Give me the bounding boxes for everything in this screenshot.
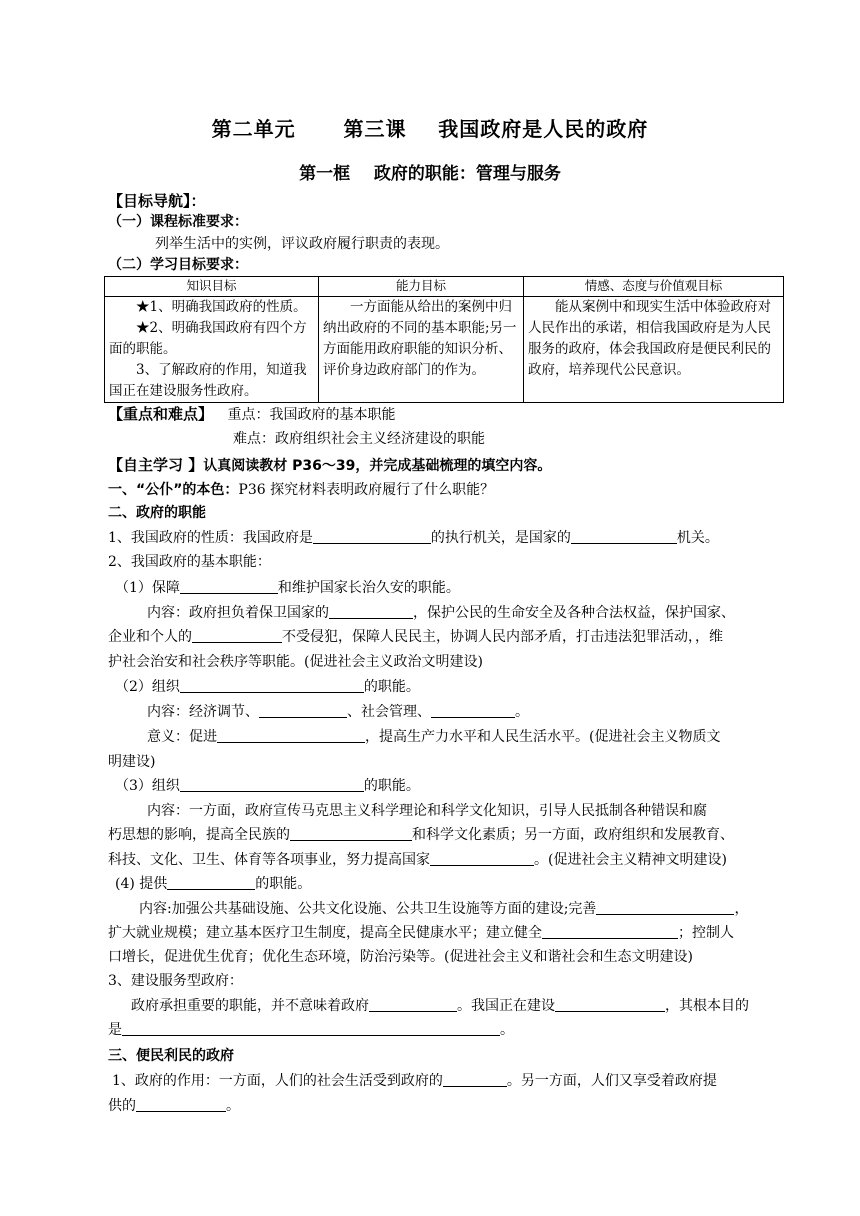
text: 政府承担重要的职能，并不意味着政府 bbox=[131, 998, 369, 1014]
text: 的职能。 bbox=[363, 679, 420, 695]
text: ；控制人 bbox=[678, 925, 734, 941]
text: 。 bbox=[226, 1098, 240, 1114]
learning-goals-heading: （二）学习目标要求： bbox=[108, 257, 248, 273]
function-3-line bbox=[115, 776, 420, 796]
curriculum-heading: （一）课程标准要求： bbox=[108, 214, 248, 230]
fill-blank[interactable] bbox=[180, 777, 364, 792]
text: 企业和个人的 bbox=[108, 629, 192, 645]
self-study-label: 【自主学习 】 bbox=[108, 456, 204, 474]
function-1-line bbox=[115, 578, 460, 598]
basic-functions-heading: 2、我国政府的基本职能： bbox=[108, 554, 271, 570]
fill-blank[interactable] bbox=[290, 826, 412, 841]
text: 机关。 bbox=[676, 530, 719, 546]
key-points-line bbox=[108, 404, 395, 425]
curriculum-text: 列举生活中的实例，评议政府履行职责的表现。 bbox=[155, 236, 449, 252]
text: 意义：促进 bbox=[147, 729, 217, 745]
gov-role-line-2 bbox=[108, 1096, 240, 1116]
knowledge-goal-item: 3、了解政府的作用，知道我国正在建设服务性政府。 bbox=[109, 362, 307, 399]
text: 。 bbox=[515, 704, 529, 720]
text: 和科学文化素质；另一方面，政府组织和发展教育、 bbox=[412, 827, 734, 843]
text: 扩大就业规模；建立基本医疗卫生制度，提高全民健康水平；建立健全 bbox=[108, 925, 542, 941]
difficult-point-text: 难点：政府组织社会主义经济建设的职能 bbox=[233, 431, 485, 447]
text: 的执行机关，是国家的 bbox=[430, 530, 571, 546]
fill-blank[interactable] bbox=[329, 604, 413, 619]
fill-blank[interactable] bbox=[180, 579, 278, 594]
function-3-content: 内容：一方面，政府宣传马克思主义科学理论和科学文化知识，引导人民抵制各种错误和腐 bbox=[147, 803, 707, 819]
key-points-label: 【重点和难点】 bbox=[108, 405, 214, 423]
fill-blank[interactable] bbox=[430, 851, 534, 866]
text: (4) 提供 bbox=[115, 876, 168, 892]
text: 1、政府的作用：一方面，人们的社会生活受到政府的 bbox=[112, 1073, 443, 1089]
text: 1、我国政府的性质：我国政府是 bbox=[108, 530, 313, 546]
function-4-content bbox=[139, 899, 748, 919]
function-1-content-2 bbox=[108, 627, 723, 647]
function-4-content-3: 口增长，促进优生优育；优化生态环境，防治污染等。(促进社会主义和谐社会和生态文明建设) bbox=[108, 949, 693, 965]
key-point-text: 重点：我国政府的基本职能 bbox=[227, 407, 396, 423]
text: ，提高生产力水平和人民生活水平。(促进社会主义物质文 bbox=[365, 729, 721, 745]
function-2-line bbox=[115, 677, 420, 697]
fill-blank[interactable] bbox=[443, 1072, 507, 1087]
text: 内容：经济调节、 bbox=[147, 704, 259, 720]
text: ，其根本目的 bbox=[665, 998, 749, 1014]
fill-blank[interactable] bbox=[431, 703, 515, 718]
text: 。 bbox=[500, 1022, 514, 1038]
text: ， bbox=[734, 901, 749, 917]
function-4-line bbox=[115, 874, 311, 894]
function-1-content bbox=[147, 603, 735, 623]
text: 的职能。 bbox=[255, 876, 312, 892]
function-1-content-3: 护社会治安和社会秩序等职能。(促进社会主义政治文明建设) bbox=[108, 654, 483, 670]
text: 科技、文化、卫生、体育等各项事业，努力提高国家 bbox=[108, 852, 430, 868]
knowledge-goal-item: ★2、明确我国政府有四个方面的职能。 bbox=[109, 320, 307, 357]
text: 。另一方面，人们又享受着政府提 bbox=[506, 1073, 717, 1089]
fill-blank[interactable] bbox=[167, 875, 255, 890]
function-2-content bbox=[147, 702, 529, 722]
text: 、社会管理、 bbox=[347, 704, 431, 720]
fill-blank[interactable] bbox=[217, 728, 365, 743]
text: ，保护公民的生命安全及各种合法权益，保护国家、 bbox=[413, 605, 735, 621]
function-3-content-3 bbox=[108, 850, 727, 870]
text: 。(促进社会主义精神文明建设) bbox=[534, 852, 727, 868]
attitude-goal-text: 能从案例中和现实生活中体验政府对人民作出的承诺，相信我国政府是为人民服务的政府，体会我国政府是便民利民的政府，培养现代公民意识。 bbox=[528, 299, 771, 378]
section-title: 第一框 政府的职能：管理与服务 bbox=[299, 164, 561, 184]
text: 内容:加强公共基础设施、公共文化设施、公共卫生设施等方面的建设;完善 bbox=[139, 901, 597, 917]
self-study-line bbox=[108, 455, 551, 476]
unit-lesson-title: 第二单元 第三课 我国政府是人民的政府 bbox=[211, 117, 649, 141]
text: （3）组织 bbox=[115, 778, 180, 794]
text: 朽思想的影响，提高全民族的 bbox=[108, 827, 290, 843]
ability-goal-text: 一方面能从给出的案例中归纳出政府的不同的基本职能;另一方面能用政府职能的知识分析、评价身边政府部门的作为。 bbox=[323, 299, 517, 378]
fill-blank[interactable] bbox=[571, 529, 677, 544]
section-one-heading: 一、“公仆”的本色： bbox=[108, 482, 239, 498]
text: 。我国正在建设 bbox=[457, 998, 555, 1014]
ability-goals-cell bbox=[319, 297, 524, 403]
function-3-content-2 bbox=[108, 825, 734, 845]
text: 供的 bbox=[108, 1098, 136, 1114]
text: 内容：政府担负着保卫国家的 bbox=[147, 605, 329, 621]
fill-blank[interactable] bbox=[122, 1021, 500, 1036]
function-4-content-2 bbox=[108, 923, 734, 943]
function-2-meaning bbox=[147, 727, 720, 747]
knowledge-goals-cell bbox=[105, 297, 319, 403]
column-header: 知识目标 bbox=[105, 277, 319, 297]
text: 是 bbox=[108, 1022, 122, 1038]
fill-blank[interactable] bbox=[192, 628, 282, 643]
service-gov-text-2 bbox=[108, 1020, 514, 1040]
service-gov-heading: 3、建设服务型政府： bbox=[108, 973, 243, 989]
fill-blank[interactable] bbox=[369, 997, 457, 1012]
knowledge-goal-item: ★1、明确我国政府的性质。 bbox=[136, 299, 307, 315]
function-2-meaning-2: 明建设) bbox=[108, 754, 156, 770]
text: 不受侵犯，保障人民民主，协调人民内部矛盾，打击违法犯罪活动，，维 bbox=[282, 629, 723, 645]
fill-blank[interactable] bbox=[313, 529, 431, 544]
gov-role-line bbox=[112, 1071, 717, 1091]
table-header-row bbox=[105, 277, 784, 297]
section-one-line bbox=[108, 480, 494, 500]
table-row bbox=[105, 297, 784, 403]
text: 和维护国家长治久安的职能。 bbox=[277, 580, 460, 596]
self-study-text: 认真阅读教材 P36～39，并完成基础梳理的填空内容。 bbox=[203, 458, 552, 474]
fill-blank[interactable] bbox=[180, 678, 364, 693]
fill-blank[interactable] bbox=[596, 900, 734, 915]
service-gov-text bbox=[131, 996, 749, 1016]
attitude-goals-cell bbox=[524, 297, 784, 403]
section-one-question: P36 探究材料表明政府履行了什么职能？ bbox=[238, 482, 495, 498]
text: （2）组织 bbox=[115, 679, 180, 695]
fill-blank[interactable] bbox=[259, 703, 347, 718]
learning-goals-table bbox=[104, 276, 784, 403]
section-three-heading: 三、便民利民的政府 bbox=[108, 1048, 234, 1064]
column-header: 情感、态度与价值观目标 bbox=[524, 277, 784, 297]
gov-nature-line bbox=[108, 528, 719, 548]
goal-nav-heading: 【目标导航】： bbox=[108, 192, 206, 210]
column-header: 能力目标 bbox=[319, 277, 524, 297]
fill-blank[interactable] bbox=[555, 997, 665, 1012]
text: 的职能。 bbox=[363, 778, 420, 794]
fill-blank[interactable] bbox=[542, 924, 678, 939]
section-two-heading: 二、政府的职能 bbox=[108, 505, 206, 521]
fill-blank[interactable] bbox=[136, 1097, 226, 1112]
text: （1）保障 bbox=[115, 580, 180, 596]
